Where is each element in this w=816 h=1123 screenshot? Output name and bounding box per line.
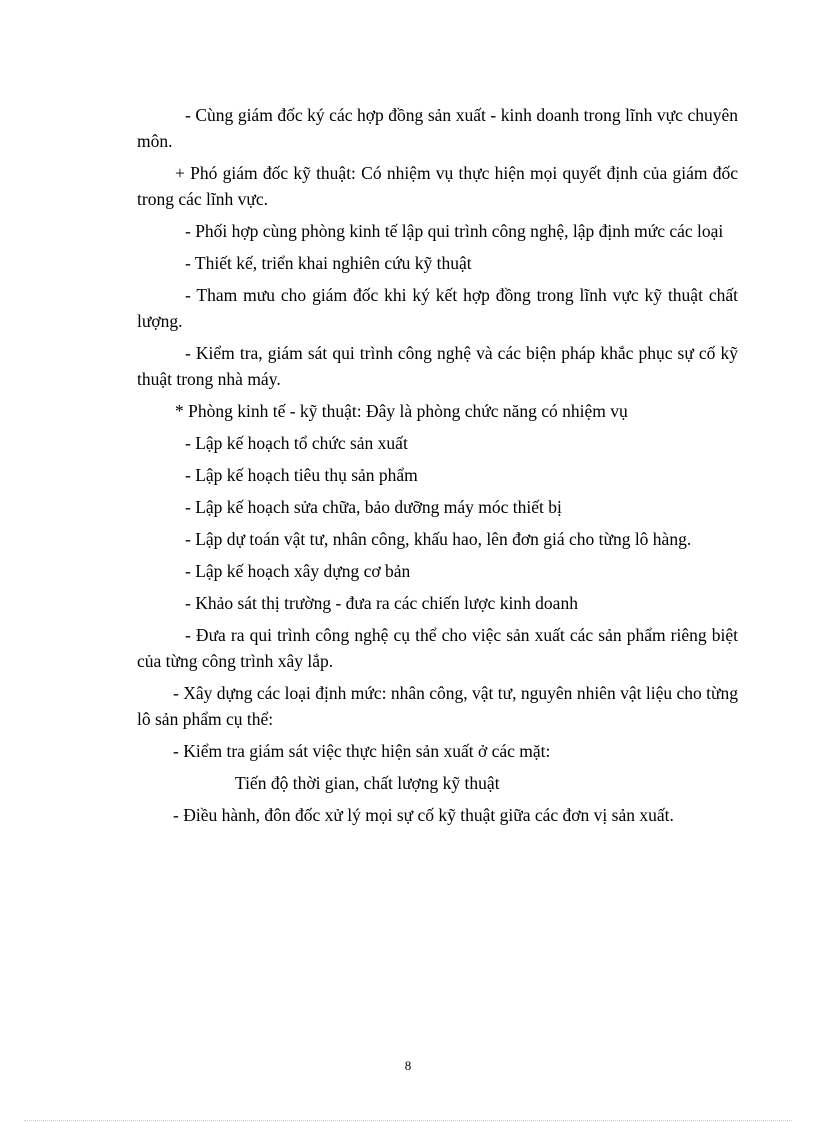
- list-item: - Lập kế hoạch xây dựng cơ bản: [185, 561, 411, 581]
- list-item: - Điều hành, đôn đốc xử lý mọi sự cố kỹ thuật giữa các đơn vị sản xuất.: [173, 805, 674, 825]
- list-item: - Lập dự toán vật tư, nhân công, khấu hao, lên đơn giá cho từng lô hàng.: [185, 529, 692, 549]
- list-item: - Xây dựng các loại định mức: nhân công, vật tư, nguyên nhiên vật liệu cho từng lô sản phẩm cụ thể:: [137, 683, 738, 729]
- list-item: - Khảo sát thị trường - đưa ra các chiến lược kinh doanh: [185, 593, 578, 613]
- page-body: [137, 102, 738, 834]
- list-item: - Lập kế hoạch tổ chức sản xuất: [185, 433, 408, 453]
- list-item: Tiến độ thời gian, chất lượng kỹ thuật: [235, 773, 500, 793]
- list-item: - Lập kế hoạch sửa chữa, bảo dưỡng máy móc thiết bị: [185, 497, 562, 517]
- paragraph: - Tham mưu cho giám đốc khi ký kết hợp đồng trong lĩnh vực kỹ thuật chất lượng.: [137, 285, 738, 331]
- section-heading: * Phòng kinh tế - kỹ thuật: Đây là phòng chức năng có nhiệm vụ: [175, 401, 628, 421]
- list-item: - Kiểm tra giám sát việc thực hiện sản xuất ở các mặt:: [173, 741, 551, 761]
- paragraph: - Phối hợp cùng phòng kinh tế lập qui trình công nghệ, lập định mức các loại: [185, 221, 724, 241]
- paragraph: - Thiết kế, triển khai nghiên cứu kỹ thuật: [185, 253, 472, 273]
- page-number: 8: [404, 1058, 412, 1073]
- list-item: - Đưa ra qui trình công nghệ cụ thể cho việc sản xuất các sản phẩm riêng biệt của từng công trình xây lắp.: [137, 625, 738, 671]
- paragraph: - Cùng giám đốc ký các hợp đồng sản xuất - kinh doanh trong lĩnh vực chuyên môn.: [137, 105, 738, 151]
- paragraph: - Kiểm tra, giám sát qui trình công nghệ và các biện pháp khắc phục sự cố kỹ thuật trong nhà máy.: [137, 343, 738, 389]
- page-bottom-divider: [24, 1120, 792, 1121]
- list-item: - Lập kế hoạch tiêu thụ sản phẩm: [185, 465, 418, 485]
- paragraph: + Phó giám đốc kỹ thuật: Có nhiệm vụ thực hiện mọi quyết định của giám đốc trong các lĩnh vực.: [137, 163, 738, 209]
